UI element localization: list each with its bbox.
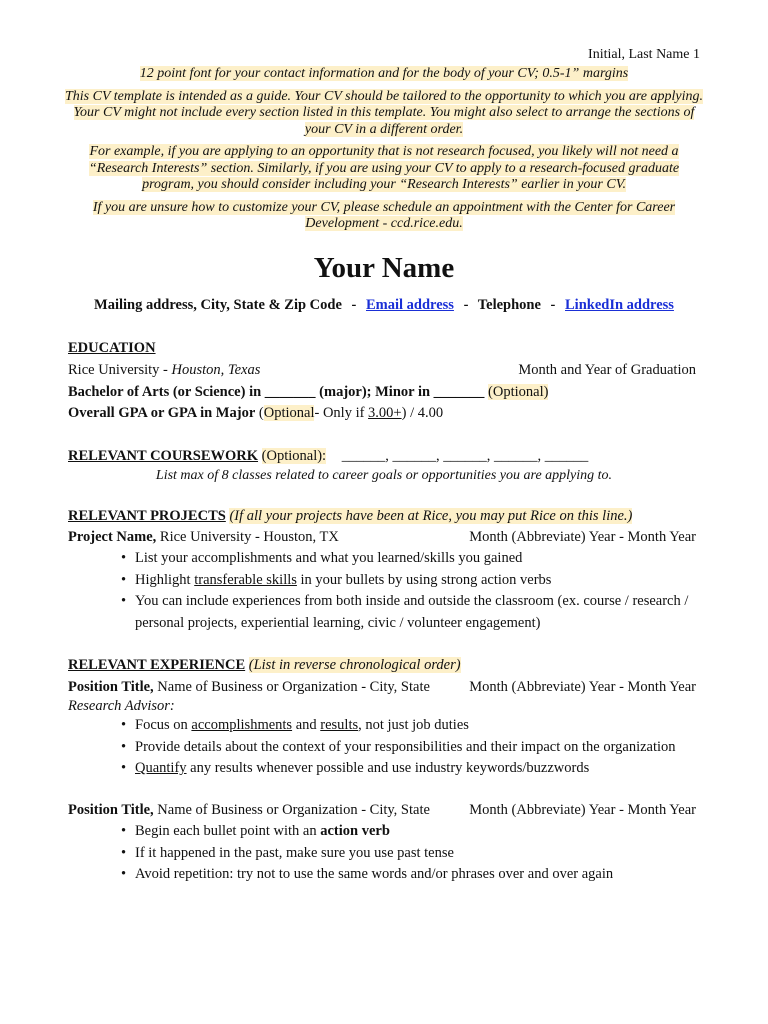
graduation-date: Month and Year of Graduation <box>518 362 696 378</box>
degree: Bachelor of Arts (or Science) in _______ (major); Minor in _______ <box>68 384 485 400</box>
education-heading: EDUCATION <box>68 340 156 356</box>
bullet-bold: action verb <box>320 823 390 839</box>
coursework-heading-row <box>68 448 696 465</box>
bullet-underlined: transferable skills <box>194 571 297 588</box>
bullet-text: Begin each bullet point with an <box>135 823 321 839</box>
projects-heading: RELEVANT PROJECTS <box>68 508 226 524</box>
project-bullets <box>121 548 708 634</box>
list-item: • If it happened in the past, make sure you use past tense <box>121 843 708 865</box>
bullet-text: and <box>292 717 321 733</box>
position-date: Month (Abbreviate) Year - Month Year <box>469 679 696 695</box>
email-link[interactable]: Email address <box>365 297 454 313</box>
contact-line <box>0 297 768 314</box>
list-item <box>121 821 708 843</box>
projects-heading-row <box>68 508 696 525</box>
gpa-label: Overall GPA or GPA in Major <box>68 405 256 421</box>
separator: - <box>351 297 357 313</box>
bullet-underlined: Quantify <box>135 760 187 776</box>
experience-1-bullets <box>121 715 708 780</box>
position-title: Position Title, <box>68 802 154 818</box>
gpa-open: ( <box>255 405 264 421</box>
bullet-text: in your bullets by using strong action verbs <box>296 571 552 588</box>
gpa-mid: - Only if <box>314 405 369 421</box>
template-instructions <box>64 66 704 239</box>
separator: - <box>550 297 556 313</box>
coursework-blanks: ______, ______, ______, ______, ______ <box>341 448 589 464</box>
bullet-underlined: accomplishments <box>191 717 293 733</box>
list-item <box>121 570 708 592</box>
position-org: Name of Business or Organization - City, State <box>153 679 430 695</box>
coursework-note <box>0 468 768 484</box>
list-item: • You can include experiences from both inside and outside the classroom (ex. course / research / personal projects, experiential learning, civic / volunteer engagement) <box>121 591 708 634</box>
gpa-optional: Optional <box>263 405 315 421</box>
bullet-text: Highlight <box>135 571 195 588</box>
linkedin-link[interactable]: LinkedIn address <box>565 297 674 313</box>
position-title: Position Title, <box>68 679 154 695</box>
project-date: Month (Abbreviate) Year - Month Year <box>469 529 696 545</box>
instruction-font: 12 point font for your contact information and for the body of your CV; 0.5-1” margins <box>139 66 629 81</box>
list-item <box>121 715 708 737</box>
experience-heading: RELEVANT EXPERIENCE <box>68 657 246 673</box>
gpa-tail: ) / 4.00 <box>401 405 444 421</box>
education-school-row <box>68 362 696 379</box>
instruction-appointment: If you are unsure how to customize your CV, please schedule an appointment with the Center for Career Development - ccd.rice.edu. <box>92 199 676 231</box>
coursework-note-text: List max of 8 classes related to career goals or opportunities you are applying to. <box>155 468 613 483</box>
separator: - <box>463 297 469 313</box>
degree-optional: (Optional) <box>488 384 549 400</box>
bullet-text: any results whenever possible and use industry keywords/buzzwords <box>186 760 590 776</box>
list-item <box>121 758 708 780</box>
experience-1-title-row <box>68 679 696 696</box>
experience-2-title-row <box>68 802 696 819</box>
instruction-guide: This CV template is intended as a guide. Your CV should be tailored to the opportunity to which you are applying. Your CV might not include every section listed in this template. You might also select to arrange the sections of your CV in a different order. <box>64 88 704 137</box>
bullet-text: , not just job duties <box>358 717 469 733</box>
list-item: • Avoid repetition: try not to use the same words and/or phrases over and over again <box>121 864 708 886</box>
gpa-value: 3.00+ <box>368 405 402 421</box>
education-gpa-row <box>68 405 696 422</box>
position-org: Name of Business or Organization - City, State <box>153 802 430 818</box>
page-header: Initial, Last Name 1 <box>588 47 700 62</box>
position-date: Month (Abbreviate) Year - Month Year <box>469 802 696 818</box>
instruction-example: For example, if you are applying to an opportunity that is not research focused, you likely will not need a “Research Interests” section. Similarly, if you are using your CV to apply to a research-focused graduate program, you should consider including your “Research Interests” earlier in your CV. <box>88 144 680 192</box>
experience-note: (List in reverse chronological order) <box>248 657 461 673</box>
projects-note: (If all your projects have been at Rice, you may put Rice on this line.) <box>229 508 633 524</box>
coursework-optional: (Optional): <box>261 448 327 464</box>
project-title: Project Name, <box>68 529 157 545</box>
cv-name: Your Name <box>313 252 455 284</box>
experience-2-bullets <box>121 821 708 886</box>
school-name: Rice University - <box>68 362 172 378</box>
experience-heading-row <box>68 657 696 674</box>
research-advisor: Research Advisor: <box>68 698 175 714</box>
education-heading-row <box>68 340 696 357</box>
bullet-text: Focus on <box>135 717 192 733</box>
bullet-underlined: results <box>320 717 359 733</box>
project-org: Rice University - Houston, TX <box>156 529 339 545</box>
list-item: • Provide details about the context of your responsibilities and their impact on the organization <box>121 737 708 759</box>
coursework-heading: RELEVANT COURSEWORK <box>68 448 259 464</box>
mailing-address: Mailing address, City, State & Zip Code <box>94 297 342 313</box>
education-degree-row <box>68 384 696 401</box>
list-item: • List your accomplishments and what you learned/skills you gained <box>121 548 708 570</box>
telephone: Telephone <box>477 297 541 313</box>
project-title-row <box>68 529 696 546</box>
school-location: Houston, Texas <box>171 362 261 378</box>
